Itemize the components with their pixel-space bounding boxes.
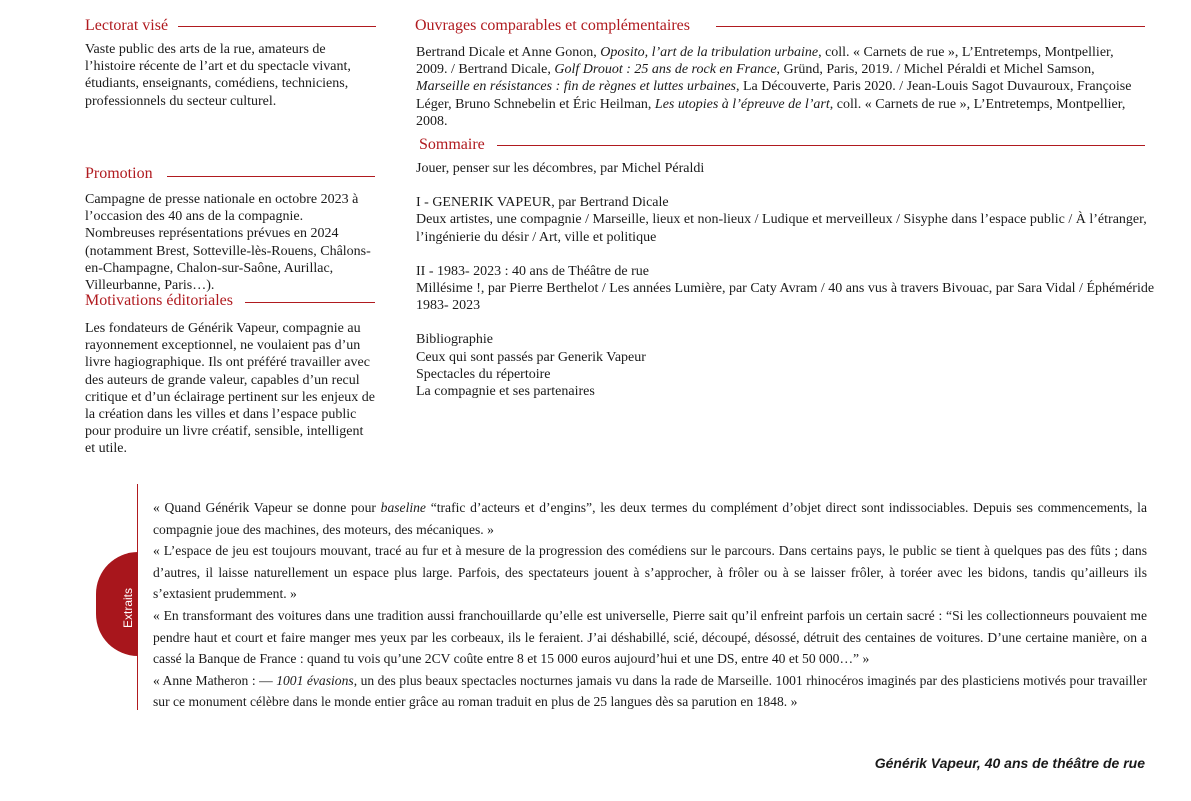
promotion-text: Campagne de presse nationale en octobre 2023 à l’occasion des 40 ans de la compagnie. Nombreuses représentations prévues en 2024 (notamment Brest, Sotteville-lès-Rouens, Châlons-en-Champagne, Chalon-sur-Saône, Aurillac, Villeurbanne, Paris…).: [85, 192, 371, 294]
lectorat-text: Vaste public des arts de la rue, amateurs de l’histoire récente de l’art et du spectacle vivant, étudiants, enseignants, comédiens, techniciens, professionnels du secteur culturel.: [85, 42, 351, 109]
ouvrages-title: Marseille en résistances : fin de règnes et luttes urbaines: [416, 79, 736, 95]
quote-part: « Quand Générik Vapeur se donne pour: [153, 500, 381, 515]
promotion-rule: [167, 176, 375, 177]
sommaire-intro: Jouer, penser sur les décombres, par Michel Péraldi: [416, 161, 705, 176]
ouvrages-title: Les utopies à l’épreuve de l’art: [654, 96, 830, 112]
ouvrages-part: , coll. « Carnets de rue », L’Entretemps, Montpellier, 2009. / Bertrand Dicale,: [416, 45, 1114, 78]
ouvrages-part: , La Découverte, Paris 2020. / Jean-Louis Sagot Duvauroux, Françoise Léger, Bruno Schnebelin et Éric Heilman,: [416, 79, 1132, 112]
sommaire-part1-title: I - GENERIK VAPEUR, par Bertrand Dicale: [416, 195, 669, 211]
ouvrages-part: , Gründ, Paris, 2019. / Michel Péraldi et Michel Samson,: [776, 62, 1095, 78]
extraits-tab-label: Extraits: [121, 587, 135, 628]
promotion-heading: Promotion: [85, 165, 153, 182]
extrait-quote-1: [153, 497, 1147, 540]
sommaire-heading: Sommaire: [419, 136, 485, 153]
ouvrages-title: Golf Drouot : 25 ans de rock en France: [554, 62, 777, 78]
sommaire-part2-text: Millésime !, par Pierre Berthelot / Les années Lumière, par Caty Avram / 40 ans vus à travers Bivouac, par Sara Vidal / Éphéméride 1983- 2023: [416, 281, 1155, 314]
quote-part: “trafic d’acteurs et d’engins”, les deux termes du complément d’objet direct sont indissociables. Depuis ses commencements, la compagnie joue des machines, des moteurs, des mécaniques. »: [153, 500, 1147, 537]
extrait-quote-3: « En transformant des voitures dans une tradition aussi franchouillarde qu’elle est universelle, Pierre sait qu’il enfreint parfois un certain sacré : “Si les collectionneurs pouvaient me pendre haut et court et faire manger mes yeux par les corbeaux, ils le feraient. J’ai déshabillé, scié, découpé, désossé, détruit des centaines de voitures. D’une certaine manière, on a cassé la Banque de France : quand tu vois qu’une 2CV coûte entre 8 et 15 000 euros aujourd’hui et une DS, entre 40 et 50 000…” »: [153, 607, 1147, 667]
extraits-tab: [96, 552, 138, 656]
sommaire-annexe: Spectacles du répertoire: [416, 366, 551, 382]
motivations-heading: Motivations éditoriales: [85, 292, 233, 309]
quote-emphasis: 1001 évasions: [276, 672, 354, 688]
book-title-footer: Générik Vapeur, 40 ans de théâtre de rue: [874, 755, 1145, 771]
quote-part: « Anne Matheron : —: [153, 672, 277, 688]
extraits-text: [153, 497, 1147, 713]
ouvrages-title: Oposito, l’art de la tribulation urbaine: [600, 45, 819, 60]
lectorat-heading: Lectorat visé: [85, 17, 169, 34]
motivations-rule: [245, 302, 375, 303]
sommaire-content: [416, 160, 1158, 400]
quote-emphasis: baseline: [380, 500, 426, 515]
ouvrages-part: , coll. « Carnets de rue », L’Entretemps, Montpellier, 2008.: [416, 96, 1126, 129]
extrait-quote-2: « L’espace de jeu est toujours mouvant, tracé au fur et à mesure de la progression des comédiens sur le parcours. Dans certains pays, le public se tient à quelques pas des fûts ; dans d’autres, il laisse naturellement un espace plus large. Parfois, des spectateurs jouent à s’approcher, à frôler ou à se laisser frôler, à toréer avec les bidons, tandis qu’ailleurs ils s’extasient prudemment. »: [153, 543, 1147, 602]
ouvrages-text: [416, 44, 1146, 130]
sommaire-rule: [497, 145, 1145, 146]
ouvrages-part: Bertrand Dicale et Anne Gonon,: [416, 45, 601, 60]
sommaire-part2-title: II - 1983- 2023 : 40 ans de Théâtre de rue: [416, 263, 649, 279]
quote-part: , un des plus beaux spectacles nocturnes jamais vu dans la rade de Marseille. 1001 rhinocéros imaginés par des plasticiens motivés pour travailler sur ce monument célèbre dans le monde entier grâce au roman traduit en plus de 25 langues dès sa parution en 1848. »: [153, 672, 1147, 710]
sommaire-part1-text: Deux artistes, une compagnie / Marseille, lieux et non-lieux / Ludique et merveilleux / Sisyphe dans l’espace public / À l’étranger, l’ingénierie du désir / Art, ville et politique: [416, 212, 1147, 245]
extrait-quote-4: [153, 670, 1147, 713]
sommaire-annexe: Ceux qui sont passés par Generik Vapeur: [416, 349, 646, 365]
ouvrages-rule: [716, 26, 1145, 27]
sommaire-annexe: La compagnie et ses partenaires: [416, 384, 595, 400]
motivations-text: Les fondateurs de Générik Vapeur, compagnie au rayonnement exceptionnel, ne voulaient pas d’un livre hagiographique. Ils ont préféré travailler avec des auteurs de grande valeur, capables d’un recul critique et d’un éclairage pertinent sur les enjeux de la création dans les villes et dans l’espace public pour produire un livre créatif, sensible, intelligent et utile.: [85, 321, 375, 457]
ouvrages-heading: Ouvrages comparables et complémentaires: [415, 17, 690, 34]
sommaire-annexe: Bibliographie: [416, 332, 493, 348]
lectorat-rule: [178, 26, 376, 27]
